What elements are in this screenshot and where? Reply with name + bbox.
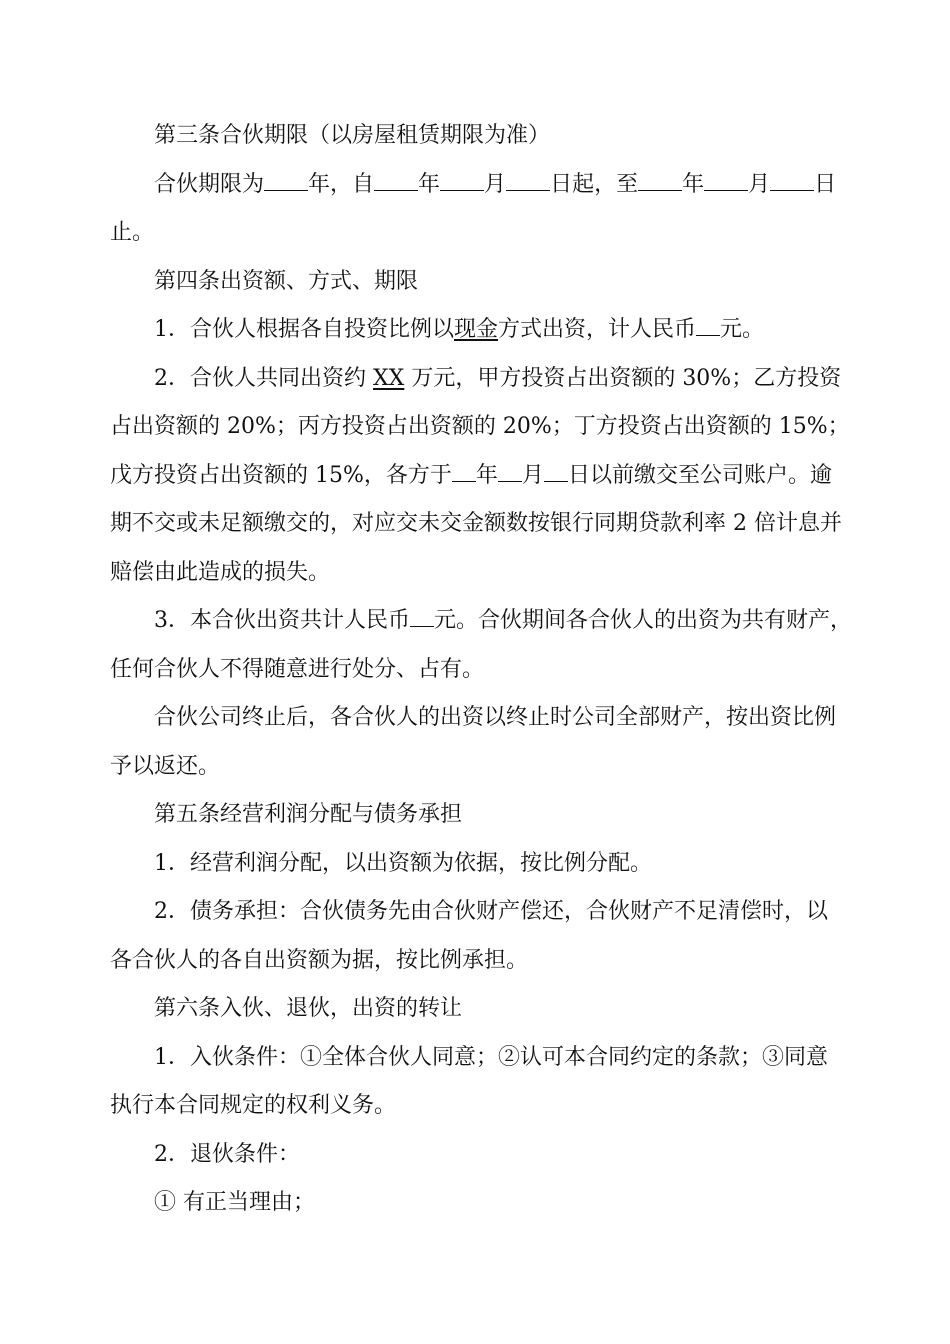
text: 戊方投资占出资额的 15%，各方于 [110,462,452,488]
blank-line [638,172,682,191]
text: 1．合伙人根据各自投资比例以 [154,317,454,342]
blank-line [440,172,484,191]
article-4-item-3-line-1 [110,597,853,646]
article-5-item-1: 1．经营利润分配，以出资额为依据，按比例分配。 [154,850,652,876]
article-5-item-2-line-1: 2．债务承担：合伙债务先由合伙财产偿还，合伙财产不足清偿时，以 [154,899,828,924]
blank-line [544,463,568,482]
text: 元。合伙期间各合伙人的出资为共有财产， [434,608,853,633]
text: 日以前缴交至公司账户。逾 [567,462,832,488]
text: 元。 [720,317,765,342]
article-4-item-2-line-5: 赔偿由此造成的损失。 [110,559,331,585]
article-6-item-1-line-1: 1．入伙条件：①全体合伙人同意；②认可本合同约定的条款；③同意 [154,1044,828,1070]
underlined-text: XX [373,365,405,391]
blank-line [704,172,748,191]
text: 年，自 [308,171,375,197]
blank-line [506,172,550,191]
blank-line [452,463,476,482]
text: 3．本合伙出资共计人民币 [154,608,410,633]
document-page [110,112,853,1228]
blank-line [696,317,720,336]
article-3-title: 第三条合伙期限（以房屋租赁期限为准） [154,123,551,148]
article-4-item-2-line-2: 占出资额的 20%；丙方投资占出资额的 20%；丁方投资占出资额的 15%； [110,414,850,439]
article-4-item-2-line-3 [110,452,850,501]
article-4-item-2-line-4: 期不交或未足额缴交的，对应交未交金额数按银行同期贷款利率 2 倍计息并 [110,511,842,536]
text: 日起，至 [550,171,639,197]
article-4-para-4-line-1: 合伙公司终止后，各合伙人的出资以终止时公司全部财产，按出资比例 [154,705,837,730]
text: 月 [748,171,771,197]
article-5-title: 第五条经营利润分配与债务承担 [154,802,463,827]
article-3-term-cont: 止。 [110,220,155,245]
text: 万元，甲方投资占出资额的 30%；乙方投资 [404,365,842,391]
text: 月 [484,171,507,197]
text: 合伙期限为 [154,171,265,197]
text: 2．合伙人共同出资约 [154,365,373,391]
text: 日 [814,171,837,197]
blank-line [498,463,522,482]
text: 年 [682,171,705,197]
underlined-text: 现金 [454,317,499,342]
text: 月 [521,462,544,488]
article-6-item-2-sub-1: ① 有正当理由； [154,1190,315,1215]
article-6-item-2: 2．退伙条件： [154,1141,300,1167]
article-4-para-4-line-2: 予以返还。 [110,753,221,779]
text: 年 [418,171,441,197]
article-4-item-1 [110,306,850,355]
article-4-item-2-line-1 [110,355,850,404]
blank-line [770,172,814,191]
article-3-term-line [110,161,850,210]
text: 方式出资，计人民币 [498,317,697,342]
blank-line [374,172,418,191]
text: 年 [475,462,498,488]
article-6-item-1-line-2: 执行本合同规定的权利义务。 [110,1093,397,1118]
article-4-item-3-line-2: 任何合伙人不得随意进行处分、占有。 [110,656,485,682]
article-6-title: 第六条入伙、退伙，出资的转让 [154,996,463,1021]
blank-line [410,608,434,627]
blank-line [264,172,308,191]
article-5-item-2-line-2: 各合伙人的各自出资额为据，按比例承担。 [110,947,529,973]
article-4-title: 第四条出资额、方式、期限 [154,268,419,294]
